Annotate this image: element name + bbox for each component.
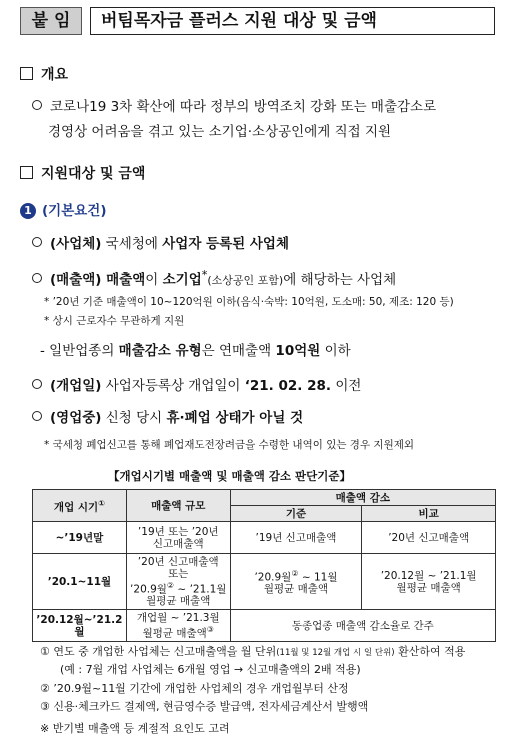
row2-base-line2: 월평균 매출액 [263,583,329,596]
attachment-tag: 붙 임 [20,7,82,35]
checkbox-square-icon [20,67,33,80]
row2-compare [362,554,496,610]
circle-bullet-icon [32,100,42,110]
business-text: 국세청에 [105,236,163,252]
circle-bullet-icon [32,411,42,421]
circle-bullet-icon [32,237,42,247]
circle-bullet-icon [32,379,42,389]
sales-keyword: 매출액 [101,272,146,288]
header-period [33,490,127,522]
note-4: ※ 반기별 매출액 등 계절적 요인도 고려 [40,722,230,735]
requirement-in-operation [32,406,303,426]
row1-base: ’19년 신고매출액 [230,522,362,554]
note-3: ③ 신용·체크카드 결제액, 현금영수증 발급액, 전자세금계산서 발행액 [40,700,369,713]
row2-scale-line4: 월평균 매출액 [146,595,211,608]
overview-heading [20,64,68,84]
table-caption: 【개업시기별 매출액 및 매출액 감소 판단기준】 [108,469,351,483]
row2-scale-line3a: ’20.9월 [130,583,167,596]
row2-base [230,554,362,610]
requirement-business [32,232,289,252]
row2-scale-line1: ’20년 신고매출액 [137,555,219,568]
operation-text: 신청 당시 [101,410,167,426]
note-1-text-a: ① 연도 중 개업한 사업체는 신고매출액을 월 단위 [40,645,277,658]
row2-scale-line3 [127,580,230,596]
header-period-sup: ① [98,498,105,508]
page-title: 버팀목자금 플러스 지원 대상 및 금액 [90,7,495,35]
sales-particle: 이 [145,272,163,288]
sub-item-emphasis-b: 매출감소 유형 [118,343,202,359]
target-heading-text: 지원대상 및 금액 [41,166,146,182]
row1-scale-line1: ’19년 또는 ’20년 [137,525,219,538]
open-date-suffix: 이전 [331,378,362,394]
row3-period: ’20.12월~’21.2월 [33,610,127,642]
note-1-example: (예 : 7월 개업 사업체는 6개월 영업 → 신고매출액의 2배 적용) [60,663,361,676]
open-date-text: 사업자등록상 개업일이 [101,378,245,394]
table-row [33,522,496,554]
business-label: (사업체) [50,236,102,252]
header-decrease: 매출액 감소 [230,490,495,506]
overview-heading-text: 개요 [41,67,69,83]
sales-note-2: * 상시 근로자수 무관하게 지원 [44,315,185,327]
sub-item-text-c: 은 연매출액 [201,343,276,359]
header-period-text: 개업 시기 [53,501,99,514]
sub-item-text-a: - 일반업종의 [40,343,119,359]
table-row [33,610,496,642]
row2-base-line1 [231,568,362,584]
sales-label: (매출액) [50,272,102,288]
basic-requirement [20,199,107,219]
checkbox-square-icon [20,166,33,179]
row1-scale [126,522,230,554]
sales-text-end: 에 해당하는 사업체 [283,272,397,288]
sales-criteria-table [32,489,496,642]
row3-scale-sup: ③ [206,624,214,634]
row3-scale-line2-text: 월평균 매출액 [142,627,207,640]
operation-label: (영업중) [50,410,102,426]
header-compare: 비교 [362,506,496,522]
open-date-value: ‘21. 02. 28. [244,378,332,394]
row2-base-line1a: ’20.9월 [254,571,292,584]
basic-requirement-label: (기본요건) [42,203,107,219]
row1-compare: ’20년 신고매출액 [362,522,496,554]
overview-line-1 [32,95,436,115]
open-date-label: (개업일) [50,378,102,394]
row2-scale [126,554,230,610]
sub-item-text-e: 이하 [320,343,351,359]
sub-item-emphasis-d: 10억원 [275,343,321,359]
operation-note: * 국세청 폐업신고를 통해 폐업재도전장려금을 수령한 내역이 있는 경우 지원제외 [44,439,415,451]
header-base: 기준 [230,506,362,522]
row2-compare-line1: ’20.12월 ~ ’21.1월 [380,569,477,582]
small-business-term: 소기업 [162,272,202,288]
requirement-open-date [32,374,361,394]
row3-merged: 동종업종 매출액 감소율로 간주 [230,610,495,642]
row2-scale-line2: 또는 [168,567,189,580]
row1-scale-line2: 신고매출액 [152,537,204,550]
note-1-small: (11월 및 12월 개업 시 일 단위) [276,648,395,658]
target-heading [20,163,145,183]
number-one-badge-icon: 1 [20,203,36,219]
row3-scale [126,610,230,642]
note-1 [40,643,465,659]
sales-note-1: * ’20년 기준 매출액이 10~120억원 이하(음식·숙박: 10억원, 도소매: 50, 제조: 120 등) [44,296,454,308]
row3-scale-line2 [127,624,230,640]
row2-base-line1b: ~ 11월 [298,571,338,584]
row2-period: ’20.1~11월 [33,554,127,610]
note-2: ② ’20.9월~11월 기간에 개업한 사업체의 경우 개업월부터 산정 [40,682,349,695]
table-row [33,554,496,610]
requirement-sales [32,268,396,288]
row1-period: ~’19년말 [33,522,127,554]
operation-emphasis: 휴·폐업 상태가 아닐 것 [166,410,304,426]
row2-scale-line3b: ~ ’21.1월 [174,583,227,596]
row2-compare-line2: 월평균 매출액 [396,581,461,594]
header-scale: 매출액 규모 [126,490,230,522]
row3-scale-line1: 개업월 ~ ’21.3월 [136,611,220,624]
business-emphasis: 사업자 등록된 사업체 [162,236,290,252]
row2-base-sup: ② [291,568,299,578]
overview-line-2: 경영상 어려움을 겪고 있는 소기업·소상공인에게 직접 지원 [48,124,392,140]
footnote-marker: * [201,268,208,282]
sales-sub-item [40,339,351,359]
overview-line-1-text: 코로나19 3차 확산에 따라 정부의 방역조치 강화 또는 매출감소로 [50,99,437,115]
row2-scale-sup: ② [166,580,175,590]
note-1-text-b: 환산하여 적용 [394,645,466,658]
circle-bullet-icon [32,273,42,283]
sales-parenthetical: (소상공인 포함) [207,274,284,287]
